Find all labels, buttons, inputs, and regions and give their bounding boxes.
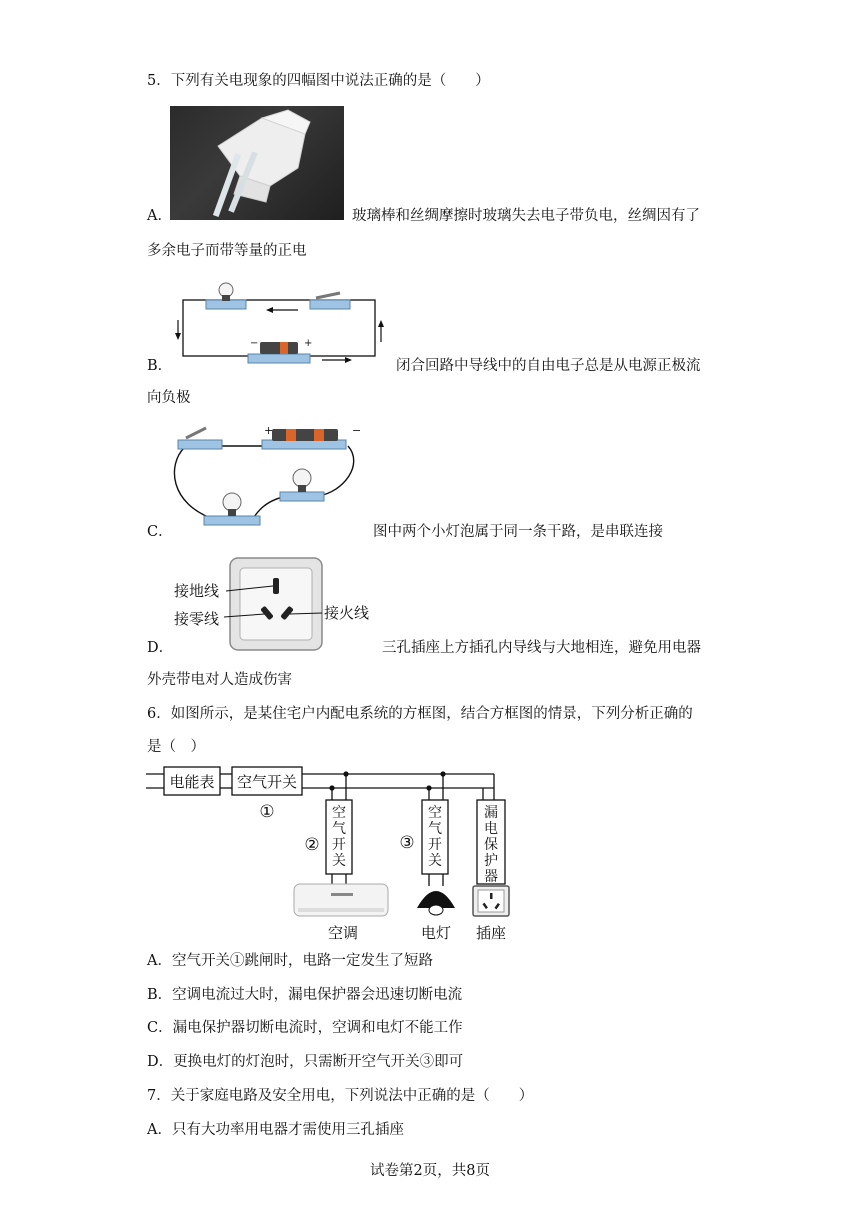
circuit-figure-c: [168, 424, 368, 532]
q5-option-a-label: A．: [147, 208, 172, 224]
q6-option-b: B．空调电流过大时，漏电保护器会迅速切断电流: [147, 987, 463, 1003]
air-conditioner-icon: [294, 884, 388, 916]
branch3-switch-char-2: 气: [428, 821, 442, 837]
branch3-number: ③: [399, 833, 415, 853]
q6-option-c: C．漏电保护器切断电流时，空调和电灯不能工作: [147, 1020, 463, 1036]
circuit-figure-b: [170, 280, 390, 370]
q6-stem: 6．如图所示，是某住宅户内配电系统的方框图，结合方框图的情景，下列分析正确的: [147, 706, 693, 722]
rcd-char-5: 器: [484, 869, 498, 885]
glass-rod-silk-photo: [170, 106, 344, 220]
terminal-plus-b: +: [304, 338, 313, 349]
rcd-char-3: 保: [484, 837, 498, 853]
branch2-switch-char-4: 关: [332, 853, 346, 869]
branch2-switch-char-3: 开: [332, 837, 346, 853]
ground-wire-label: 接地线: [174, 582, 220, 600]
q7-option-a: A．只有大功率用电器才需使用三孔插座: [147, 1122, 404, 1138]
branch3-switch-char-3: 开: [428, 837, 442, 853]
rcd-char-4: 护: [484, 853, 498, 869]
q6-option-a: A．空气开关①跳闸时，电路一定发生了短路: [147, 953, 433, 969]
q6-option-d: D．更换电灯的灯泡时，只需断开空气开关③即可: [147, 1054, 464, 1070]
neutral-wire-label: 接零线: [174, 610, 220, 628]
ac-label: 空调: [327, 924, 359, 942]
terminal-minus-b: −: [250, 338, 259, 349]
distribution-system-diagram: [146, 762, 526, 944]
q5-option-b-text: 闭合回路中导线中的自由电子总是从电源正极流: [396, 358, 701, 374]
q5-option-a-text-cont: 多余电子而带等量的正电: [147, 243, 307, 259]
q5-option-b-text-cont: 向负极: [147, 390, 191, 406]
branch2-switch-char-1: 空: [332, 805, 346, 821]
q5-option-a-text: 玻璃棒和丝绸摩擦时玻璃失去电子带负电，丝绸因有了: [352, 208, 700, 224]
socket-icon: [473, 886, 509, 916]
q5-option-c-label: C．: [147, 524, 173, 540]
branch2-number: ②: [304, 835, 320, 855]
three-hole-socket-figure: [170, 556, 380, 652]
q5-option-d-text-cont: 外壳带电对人造成伤害: [147, 672, 292, 688]
live-wire-label: 接火线: [324, 604, 370, 622]
q5-stem: 5．下列有关电现象的四幅图中说法正确的是（ ）: [147, 73, 490, 89]
meter-label: 电能表: [169, 773, 215, 791]
q5-option-d-text: 三孔插座上方插孔内导线与大地相连，避免用电器: [382, 640, 701, 656]
q7-stem: 7．关于家庭电路及安全用电，下列说法中正确的是（ ）: [147, 1088, 534, 1104]
socket-label: 插座: [475, 924, 507, 942]
page-footer: 试卷第2页，共8页: [370, 1163, 490, 1179]
main-switch-number: ①: [259, 802, 275, 822]
rcd-char-2: 电: [484, 821, 498, 837]
branch3-switch-char-4: 关: [428, 853, 442, 869]
rcd-char-1: 漏: [484, 805, 498, 821]
terminal-minus-c: −: [352, 424, 362, 437]
q5-option-b-label: B．: [147, 358, 173, 374]
branch2-switch-char-2: 气: [332, 821, 346, 837]
branch3-switch-char-1: 空: [428, 805, 442, 821]
q5-option-c-text: 图中两个小灯泡属于同一条干路，是串联连接: [373, 524, 663, 540]
terminal-plus-c: +: [264, 424, 274, 437]
lamp-label: 电灯: [420, 924, 452, 942]
main-switch-label: 空气开关: [236, 773, 298, 791]
lamp-icon: [417, 891, 455, 915]
q5-option-d-label: D．: [147, 640, 174, 656]
q6-stem-cont: 是（ ）: [147, 739, 205, 755]
